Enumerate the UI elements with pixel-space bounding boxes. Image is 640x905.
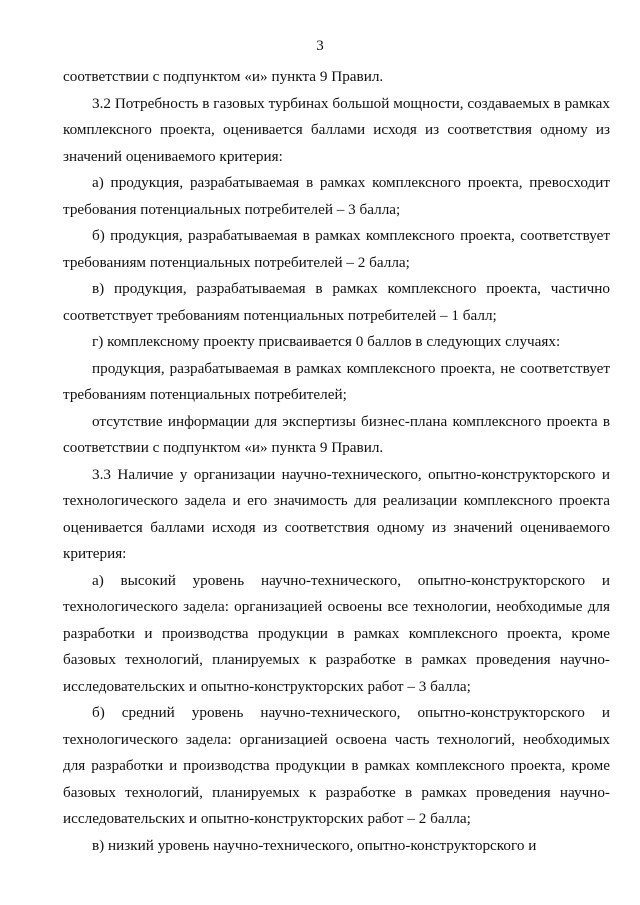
paragraph-3-3: 3.3 Наличие у организации научно-технического, опытно-конструкторского и технологического задела и его значимость для реализации комплексного проекта оценивается баллами исходя из соответствия одному из значений оцениваемого критерия: <box>63 465 610 562</box>
paragraph-3-2-g-case-2: отсутствие информации для экспертизы бизнес-плана комплексного проекта в соответствии с подпунктом «и» пункта 9 Правил. <box>63 412 610 456</box>
paragraph-3-2-b: б) продукция, разрабатываемая в рамках комплексного проекта, соответствует требованиям потенциальных потребителей – 2 балла; <box>63 227 610 271</box>
paragraph-3-3-b: б) средний уровень научно-технического, опытно-конструкторского и технологического задела: организацией освоена часть технологий, необходимых для разработки и производства продукции в рамках комплексного проекта, кроме базовых технологий, планируемых к разработке в рамках проведения научно-исследовательских и опытно-конструкторских работ – 2 балла; <box>63 704 610 827</box>
paragraph-3-3-v: в) низкий уровень научно-технического, опытно-конструкторского и <box>92 836 537 854</box>
paragraph-3-2-g-case-1: продукция, разрабатываемая в рамках комплексного проекта, не соответствует требованиям потенциальных потребителей; <box>63 359 610 403</box>
paragraph-3-2-v: в) продукция, разрабатываемая в рамках комплексного проекта, частично соответствует требованиям потенциальных потребителей – 1 балл; <box>63 280 610 324</box>
document-body <box>63 64 610 859</box>
paragraph-3-3-a: а) высокий уровень научно-технического, опытно-конструкторского и технологического задела: организацией освоены все технологии, необходимые для разработки и производства продукции в рамках комплексного проекта, кроме базовых технологий, планируемых к разработке в рамках проведения научно-исследовательских и опытно-конструкторских работ – 3 балла; <box>63 571 610 695</box>
page-number: 3 <box>316 38 324 54</box>
paragraph-3-2-g: г) комплексному проекту присваивается 0 баллов в следующих случаях: <box>92 333 561 350</box>
paragraph-3-2-a: а) продукция, разрабатываемая в рамках комплексного проекта, превосходит требования потенциальных потребителей – 3 балла; <box>63 174 610 218</box>
paragraph-continuation: соответствии с подпунктом «и» пункта 9 Правил. <box>63 68 384 85</box>
paragraph-3-2: 3.2 Потребность в газовых турбинах большой мощности, создаваемых в рамках комплексного проекта, оценивается баллами исходя из соответствия одному из значений оцениваемого критерия: <box>63 94 610 165</box>
